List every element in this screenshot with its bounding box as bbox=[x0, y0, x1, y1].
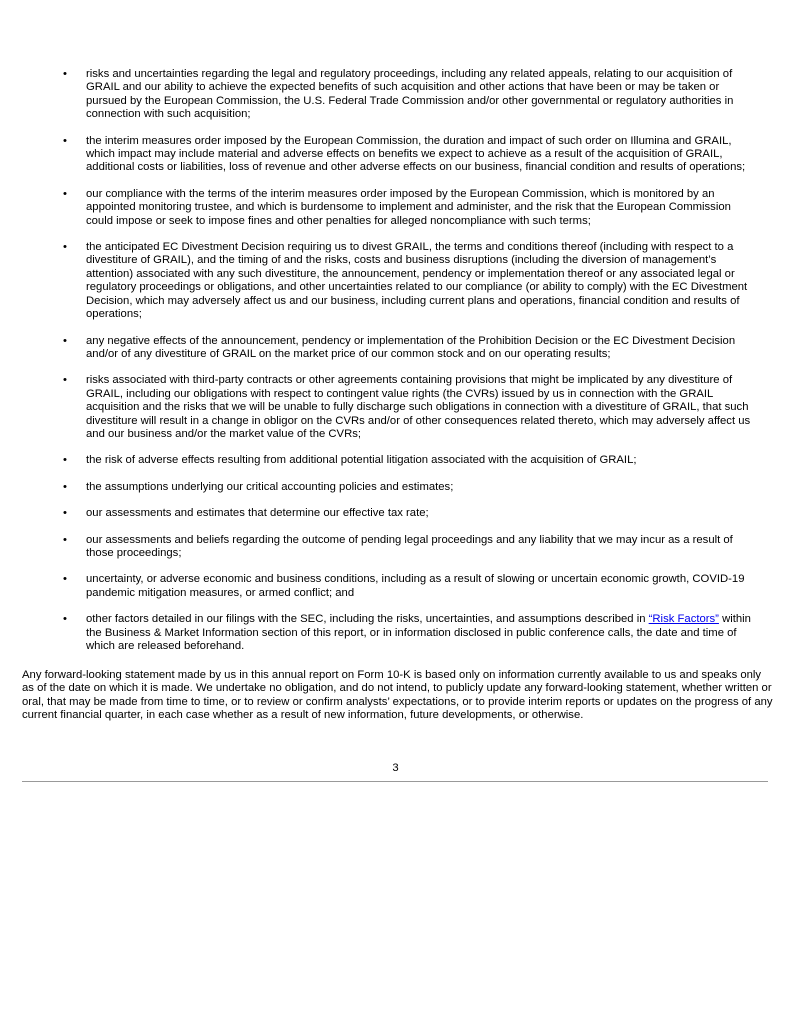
list-item bbox=[0, 335, 791, 362]
list-item bbox=[0, 68, 791, 122]
list-item-text: any negative effects of the announcement, pendency or implementation of the Prohibition Decision or the EC Divestment Decision and/or of any divestiture of GRAIL on the market price of our common stock and on our operating results; bbox=[86, 334, 736, 360]
list-item-text: uncertainty, or adverse economic and business conditions, including as a result of slowing or uncertain economic growth, COVID-19 pandemic mitigation measures, or armed conflict; and bbox=[86, 573, 745, 599]
list-item bbox=[0, 573, 791, 600]
list-item-text: the anticipated EC Divestment Decision requiring us to divest GRAIL, the terms and conditions thereof (including with respect to a divestiture of GRAIL), and the timing of and the risks, costs and business disruptions (including the diversion of management’s attention) associated with any such divestiture, the announcement, pendency or implementation thereof or any associated legal or regulatory proceedings or obligations, and other uncertainties related to our compliance (or ability to comply) with the EC Divestment Decision, which may adversely affect us and our business, including current plans and operations, financial condition and results of operations; bbox=[86, 241, 748, 321]
list-item-text-before-link: other factors detailed in our filings with the SEC, including the risks, uncertainties, and assumptions described in bbox=[86, 613, 649, 626]
list-item bbox=[0, 188, 791, 228]
list-item-text: our assessments and beliefs regarding the outcome of pending legal proceedings and any liability that we may incur as a result of those proceedings; bbox=[86, 533, 733, 559]
list-item-text: our compliance with the terms of the interim measures order imposed by the European Commission, which is monitored by an appointed monitoring trustee, and which is burdensome to implement and administer, and the risk that the European Commission could impose or seek to impose fines and other penalties for alleged noncompliance with such terms; bbox=[86, 187, 731, 227]
list-item bbox=[0, 507, 791, 520]
bullet-icon: • bbox=[63, 454, 67, 467]
forward-looking-risk-list bbox=[0, 68, 791, 666]
list-item bbox=[0, 534, 791, 561]
list-item-other-factors bbox=[0, 613, 791, 653]
bullet-icon: • bbox=[63, 241, 67, 254]
bullet-icon: • bbox=[63, 613, 67, 626]
list-item bbox=[0, 241, 791, 321]
risk-factors-link[interactable]: “Risk Factors” bbox=[648, 613, 719, 626]
bullet-icon: • bbox=[63, 480, 67, 493]
page-number: 3 bbox=[392, 762, 399, 774]
list-item-text: the assumptions underlying our critical accounting policies and estimates; bbox=[86, 480, 454, 493]
bullet-icon: • bbox=[63, 68, 67, 80]
bullet-icon: • bbox=[63, 374, 67, 387]
list-item-text: the risk of adverse effects resulting from additional potential litigation associated with the acquisition of GRAIL; bbox=[86, 454, 637, 467]
list-item bbox=[0, 481, 791, 494]
list-item-text: our assessments and estimates that determine our effective tax rate; bbox=[86, 507, 429, 520]
list-item-text: risks associated with third-party contracts or other agreements containing provisions that might be implicated by any divestiture of GRAIL, including our obligations with respect to contingent value rights (the CVRs) issued by us in connection with the GRAIL acquisition and the risks that we will be unable to fully discharge such obligations in connection with a divestiture of GRAIL, that such divestiture will result in a change in obligor on the CVRs and/or of other consequences related thereto, which may adversely affect us and our business and/or the market value of the CVRs; bbox=[86, 374, 751, 440]
list-item-text: the interim measures order imposed by the European Commission, the duration and impact of such order on Illumina and GRAIL, which impact may include material and adverse effects on benefits we expect to achieve as a result of the acquisition of GRAIL, additional costs or liabilities, loss of revenue and other adverse effects on our business, financial condition and results of operations; bbox=[86, 134, 746, 174]
bullet-icon: • bbox=[63, 533, 67, 546]
list-item-text: risks and uncertainties regarding the legal and regulatory proceedings, including any related appeals, relating to our acquisition of GRAIL and our ability to achieve the expected benefits of such acquisition and other actions that have been or may be taken or pursued by the European Commission, the U.S. Federal Trade Commission and/or other governmental or regulatory authorities in connection with such acquisition; bbox=[86, 68, 734, 121]
bullet-icon: • bbox=[63, 134, 67, 147]
list-item bbox=[0, 454, 791, 467]
bullet-icon: • bbox=[63, 573, 67, 586]
list-item-text-after-link: within the Business & Market Information section of this report, or in information disclosed in public conference calls, the date and time of which are released beforehand. bbox=[86, 613, 751, 652]
bullet-icon: • bbox=[63, 187, 67, 200]
bullet-icon: • bbox=[63, 507, 67, 520]
footer-divider bbox=[22, 781, 768, 782]
closing-paragraph: Any forward-looking statement made by us in this annual report on Form 10-K is based only on information currently available to us and speaks only as of the date on which it is made. We undertake no obligation, and do not intend, to publicly update any forward-looking statement, whether written or oral, that may be made from time to time, or to review or confirm analysts’ expectations, or to provide interim reports or updates on the progress of any current financial quarter, in each case whether as a result of new information, future developments, or otherwise. bbox=[22, 669, 773, 722]
bullet-icon: • bbox=[63, 334, 67, 347]
list-item bbox=[0, 135, 791, 175]
list-item bbox=[0, 374, 791, 441]
